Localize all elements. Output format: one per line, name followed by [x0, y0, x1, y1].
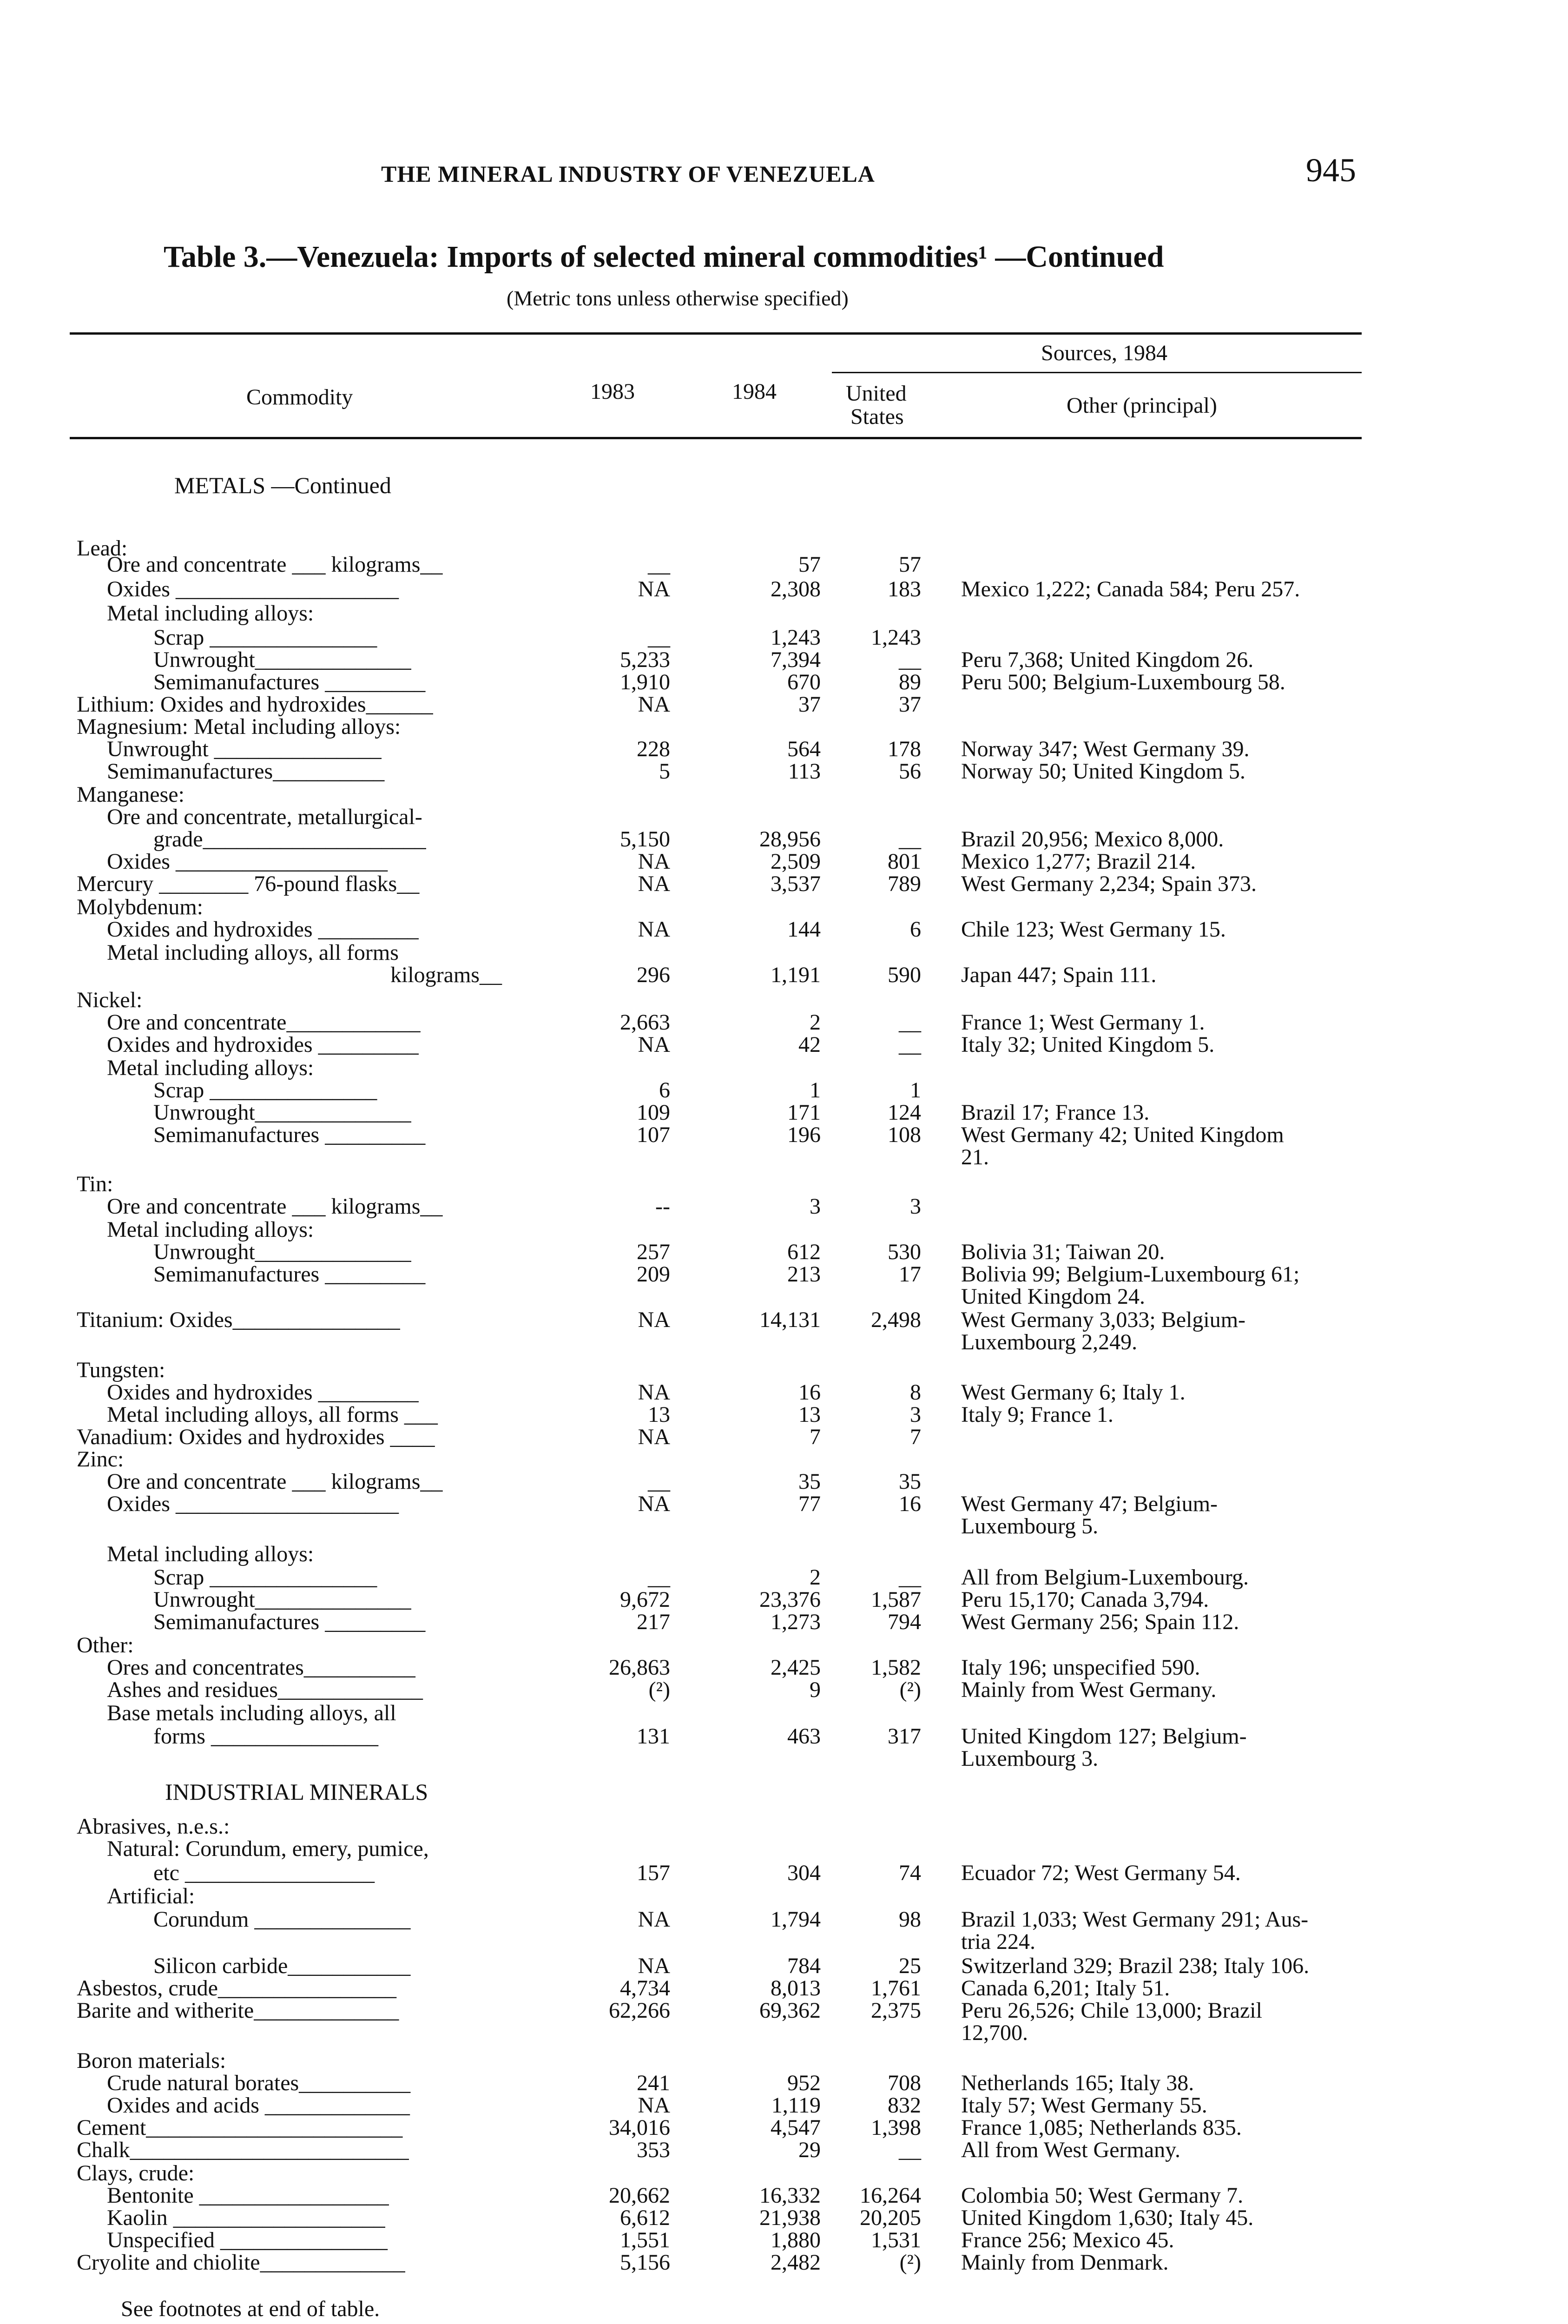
commodity-cell: Base metals including alloys, all: [107, 1701, 396, 1725]
value-1984-cell: 2,509: [771, 849, 821, 874]
value-1983-cell: 241: [637, 2071, 670, 2095]
footnote: See footnotes at end of table.: [121, 2297, 380, 2321]
commodity-cell: Tin:: [77, 1172, 113, 1196]
commodity-cell: Ore and concentrate ___ kilograms__: [107, 1194, 443, 1219]
other-sources-cell: Peru 15,170; Canada 3,794.: [961, 1587, 1209, 1612]
united-states-cell: 98: [899, 1907, 921, 1932]
commodity-cell: Cryolite and chiolite_____________: [77, 2250, 405, 2275]
united-states-cell: 124: [888, 1100, 921, 1125]
value-1983-cell: 9,672: [620, 1587, 670, 1612]
value-1984-cell: 784: [787, 1954, 821, 1978]
value-1984-cell: 113: [788, 759, 821, 784]
commodity-cell: Lithium: Oxides and hydroxides______: [77, 692, 433, 717]
other-sources-cell: Peru 7,368; United Kingdom 26.: [961, 647, 1254, 672]
value-1984-cell: 144: [787, 917, 821, 942]
commodity-cell: Mercury ________ 76-pound flasks__: [77, 872, 420, 896]
commodity-cell: Oxides and hydroxides _________: [107, 1380, 419, 1405]
value-1983-cell: NA: [638, 917, 670, 942]
commodity-cell: Metal including alloys:: [107, 1217, 314, 1242]
value-1983-cell: 26,863: [609, 1655, 670, 1680]
other-sources-cell: Colombia 50; West Germany 7.: [961, 2183, 1244, 2208]
other-sources-cell: West Germany 3,033; Belgium-: [961, 1307, 1246, 1332]
other-sources-cell: West Germany 6; Italy 1.: [961, 1380, 1186, 1405]
commodity-cell: Artificial:: [107, 1884, 195, 1908]
united-states-cell: 832: [888, 2093, 921, 2118]
commodity-cell: Cement_______________________: [77, 2115, 403, 2140]
commodity-cell: Semimanufactures__________: [107, 759, 385, 784]
value-1984-cell: 28,956: [759, 827, 821, 852]
value-1983-cell: 5,156: [620, 2250, 670, 2275]
value-1983-cell: NA: [638, 849, 670, 874]
commodity-cell: Oxides ____________________: [107, 577, 399, 601]
other-sources-cell: West Germany 256; Spain 112.: [961, 1610, 1239, 1634]
value-1983-cell: NA: [638, 577, 670, 601]
united-states-cell: __: [899, 647, 921, 672]
value-1983-cell: 2,663: [620, 1010, 670, 1035]
other-sources-cell: Italy 196; unspecified 590.: [961, 1655, 1200, 1680]
commodity-cell: Ore and concentrate, metallurgical-: [107, 805, 422, 829]
page-number: 945: [1306, 152, 1356, 189]
commodity-cell: Metal including alloys:: [107, 1056, 314, 1080]
commodity-cell: Oxides ___________________: [107, 849, 388, 874]
commodity-cell: Oxides ____________________: [107, 1492, 399, 1516]
running-title: THE MINERAL INDUSTRY OF VENEZUELA: [381, 161, 875, 187]
united-states-cell: 17: [899, 1262, 921, 1287]
united-states-cell: 56: [899, 759, 921, 784]
united-states-cell: 108: [888, 1122, 921, 1147]
other-sources-cell: Mainly from West Germany.: [961, 1677, 1217, 1702]
united-states-cell: 1,243: [871, 625, 921, 650]
value-1984-cell: 2,425: [771, 1655, 821, 1680]
value-1983-cell: 217: [637, 1610, 670, 1634]
value-1983-cell: 228: [637, 737, 670, 761]
value-1983-cell: 1,910: [620, 670, 670, 694]
united-states-cell: 2,498: [871, 1307, 921, 1332]
value-1983-cell: 209: [637, 1262, 670, 1287]
other-sources-cell: Italy 32; United Kingdom 5.: [961, 1032, 1215, 1057]
commodity-cell: Chalk_________________________: [77, 2138, 409, 2162]
other-sources-cell: Luxembourg 2,249.: [961, 1330, 1138, 1354]
commodity-cell: Molybdenum:: [77, 895, 203, 919]
united-states-cell: 57: [899, 552, 921, 577]
value-1984-cell: 1,273: [771, 1610, 821, 1634]
united-states-cell: 789: [888, 872, 921, 896]
commodity-cell: Ore and concentrate ___ kilograms__: [107, 552, 443, 577]
united-states-cell: 74: [899, 1861, 921, 1885]
united-states-cell: 178: [888, 737, 921, 761]
other-sources-cell: France 1,085; Netherlands 835.: [961, 2115, 1242, 2140]
value-1983-cell: 1,551: [620, 2228, 670, 2252]
value-1983-cell: (²): [648, 1677, 670, 1702]
value-1983-cell: 353: [637, 2138, 670, 2162]
value-1983-cell: NA: [638, 872, 670, 896]
commodity-cell: Semimanufactures _________: [153, 670, 426, 694]
value-1984-cell: 3: [810, 1194, 821, 1219]
other-sources-cell: All from Belgium-Luxembourg.: [961, 1565, 1249, 1590]
value-1984-cell: 69,362: [759, 1998, 821, 2023]
commodity-cell: Zinc:: [77, 1447, 124, 1472]
united-states-cell: 317: [888, 1724, 921, 1749]
table-subtitle: (Metric tons unless otherwise specified): [507, 286, 849, 310]
value-1983-cell: --: [655, 1194, 670, 1219]
united-states-cell: 708: [888, 2071, 921, 2095]
commodity-cell: Unwrought______________: [153, 1587, 411, 1612]
united-states-cell: 794: [888, 1610, 921, 1634]
value-1983-cell: 107: [637, 1122, 670, 1147]
other-sources-cell: Italy 9; France 1.: [961, 1402, 1113, 1427]
value-1984-cell: 564: [787, 737, 821, 761]
value-1983-cell: 5: [659, 759, 670, 784]
other-sources-cell: France 1; West Germany 1.: [961, 1010, 1205, 1035]
other-sources-cell: 12,700.: [961, 2020, 1028, 2045]
value-1983-cell: __: [648, 1469, 670, 1494]
other-sources-cell: Brazil 1,033; West Germany 291; Aus-: [961, 1907, 1309, 1932]
value-1983-cell: NA: [638, 1907, 670, 1932]
united-states-cell: 590: [888, 963, 921, 987]
value-1984-cell: 37: [798, 692, 821, 717]
commodity-cell: Metal including alloys, all forms ___: [107, 1402, 438, 1427]
commodity-cell: Asbestos, crude________________: [77, 1976, 396, 2000]
united-states-cell: 2,375: [871, 1998, 921, 2023]
united-states-cell: 35: [899, 1469, 921, 1494]
other-sources-cell: Bolivia 99; Belgium-Luxembourg 61;: [961, 1262, 1300, 1287]
other-sources-cell: Mainly from Denmark.: [961, 2250, 1169, 2275]
value-1984-cell: 57: [798, 552, 821, 577]
united-states-cell: (²): [899, 2250, 921, 2275]
united-states-cell: 1: [910, 1078, 921, 1103]
value-1984-cell: 2,308: [771, 577, 821, 601]
value-1984-cell: 3,537: [771, 872, 821, 896]
united-states-cell: __: [899, 1010, 921, 1035]
united-states-cell: 8: [910, 1380, 921, 1405]
commodity-cell: Unwrought______________: [153, 1240, 411, 1264]
commodity-cell: Unspecified _______________: [107, 2228, 388, 2252]
other-sources-cell: United Kingdom 24.: [961, 1284, 1145, 1309]
value-1983-cell: 34,016: [609, 2115, 670, 2140]
other-sources-cell: Brazil 20,956; Mexico 8,000.: [961, 827, 1224, 852]
value-1984-cell: 213: [787, 1262, 821, 1287]
value-1983-cell: __: [648, 552, 670, 577]
commodity-cell: Unwrought______________: [153, 647, 411, 672]
value-1983-cell: 6,612: [620, 2205, 670, 2230]
value-1984-cell: 670: [787, 670, 821, 694]
commodity-cell: Metal including alloys, all forms: [107, 940, 399, 965]
other-sources-cell: Bolivia 31; Taiwan 20.: [961, 1240, 1165, 1264]
value-1983-cell: 5,233: [620, 647, 670, 672]
value-1984-cell: 1,119: [771, 2093, 821, 2118]
value-1983-cell: 296: [637, 963, 670, 987]
value-1983-cell: 257: [637, 1240, 670, 1264]
value-1984-cell: 196: [787, 1122, 821, 1147]
commodity-cell: Magnesium: Metal including alloys:: [77, 714, 401, 739]
value-1984-cell: 4,547: [771, 2115, 821, 2140]
value-1984-cell: 304: [787, 1861, 821, 1885]
commodity-cell: Metal including alloys:: [107, 1542, 314, 1566]
value-1983-cell: 13: [648, 1402, 670, 1427]
other-sources-cell: Ecuador 72; West Germany 54.: [961, 1861, 1241, 1885]
table-row: [0, 1835, 1568, 1863]
value-1984-cell: 1,880: [771, 2228, 821, 2252]
united-states-cell: __: [899, 1032, 921, 1057]
value-1984-cell: 2: [810, 1565, 821, 1590]
value-1983-cell: NA: [638, 1032, 670, 1057]
commodity-cell: Natural: Corundum, emery, pumice,: [107, 1836, 429, 1861]
table-row: [0, 1745, 1568, 1773]
col-united-states-1: United: [846, 381, 907, 406]
commodity-cell: Manganese:: [77, 782, 184, 807]
united-states-cell: 37: [899, 692, 921, 717]
united-states-cell: 530: [888, 1240, 921, 1264]
value-1984-cell: 42: [798, 1032, 821, 1057]
other-sources-cell: tria 224.: [961, 1929, 1035, 1954]
commodity-cell: Corundum ______________: [153, 1907, 411, 1932]
value-1984-cell: 13: [798, 1402, 821, 1427]
value-1984-cell: 35: [798, 1469, 821, 1494]
united-states-cell: (²): [899, 1677, 921, 1702]
commodity-cell: Scrap _______________: [153, 1565, 377, 1590]
commodity-cell: Semimanufactures _________: [153, 1122, 426, 1147]
commodity-cell: Unwrought______________: [153, 1100, 411, 1125]
value-1984-cell: 2: [810, 1010, 821, 1035]
other-sources-cell: Italy 57; West Germany 55.: [961, 2093, 1207, 2118]
united-states-cell: 16: [899, 1492, 921, 1516]
other-sources-cell: Luxembourg 5.: [961, 1514, 1099, 1538]
value-1984-cell: 1,794: [771, 1907, 821, 1932]
value-1983-cell: NA: [638, 692, 670, 717]
commodity-cell: Unwrought _______________: [107, 737, 382, 761]
value-1984-cell: 612: [787, 1240, 821, 1264]
table-row: [0, 1328, 1568, 1356]
value-1984-cell: 463: [787, 1724, 821, 1749]
united-states-cell: 1,587: [871, 1587, 921, 1612]
commodity-cell: Ore and concentrate____________: [107, 1010, 421, 1035]
commodity-cell: kilograms__: [390, 963, 502, 987]
value-1983-cell: 157: [637, 1861, 670, 1885]
commodity-cell: Metal including alloys:: [107, 601, 314, 626]
united-states-cell: 183: [888, 577, 921, 601]
table-title: Table 3.—Venezuela: Imports of selected mineral commodities¹ —Continued: [164, 240, 1164, 274]
commodity-cell: Scrap _______________: [153, 625, 377, 650]
value-1984-cell: 9: [810, 1677, 821, 1702]
value-1983-cell: NA: [638, 2093, 670, 2118]
value-1984-cell: 16: [798, 1380, 821, 1405]
table-row: [0, 1928, 1568, 1956]
united-states-cell: 1,582: [871, 1655, 921, 1680]
value-1983-cell: NA: [638, 1307, 670, 1332]
value-1984-cell: 23,376: [759, 1587, 821, 1612]
commodity-cell: Semimanufactures _________: [153, 1262, 426, 1287]
commodity-cell: Semimanufactures _________: [153, 1610, 426, 1634]
united-states-cell: 89: [899, 670, 921, 694]
commodity-cell: Ore and concentrate ___ kilograms__: [107, 1469, 443, 1494]
other-sources-cell: Norway 347; West Germany 39.: [961, 737, 1250, 761]
other-sources-cell: Peru 26,526; Chile 13,000; Brazil: [961, 1998, 1262, 2023]
united-states-cell: __: [899, 827, 921, 852]
commodity-cell: Boron materials:: [77, 2048, 226, 2073]
commodity-cell: Scrap _______________: [153, 1078, 377, 1103]
value-1984-cell: 171: [787, 1100, 821, 1125]
value-1984-cell: 7: [810, 1425, 821, 1449]
value-1984-cell: 21,938: [759, 2205, 821, 2230]
value-1983-cell: __: [648, 1565, 670, 1590]
commodity-cell: Abrasives, n.e.s.:: [77, 1814, 230, 1839]
value-1983-cell: NA: [638, 1954, 670, 1978]
other-sources-cell: 21.: [961, 1145, 989, 1169]
commodity-cell: Lead:: [77, 536, 128, 561]
other-sources-cell: Netherlands 165; Italy 38.: [961, 2071, 1194, 2095]
commodity-cell: Silicon carbide___________: [153, 1954, 411, 1978]
table-row: [0, 575, 1568, 603]
value-1984-cell: 77: [798, 1492, 821, 1516]
col-1983: 1983: [590, 379, 635, 404]
value-1983-cell: 20,662: [609, 2183, 670, 2208]
value-1984-cell: 7,394: [771, 647, 821, 672]
section-metals: METALS —Continued: [174, 472, 391, 498]
value-1984-cell: 8,013: [771, 1976, 821, 2000]
united-states-cell: 1,531: [871, 2228, 921, 2252]
united-states-cell: 1,398: [871, 2115, 921, 2140]
commodity-cell: Kaolin ___________________: [107, 2205, 385, 2230]
value-1983-cell: __: [648, 625, 670, 650]
other-sources-cell: Norway 50; United Kingdom 5.: [961, 759, 1245, 784]
value-1983-cell: 131: [637, 1724, 670, 1749]
other-sources-cell: France 256; Mexico 45.: [961, 2228, 1174, 2252]
commodity-cell: Oxides and acids _____________: [107, 2093, 410, 2118]
commodity-cell: Nickel:: [77, 988, 143, 1012]
value-1983-cell: NA: [638, 1492, 670, 1516]
other-sources-cell: United Kingdom 127; Belgium-: [961, 1724, 1247, 1749]
other-sources-cell: Brazil 17; France 13.: [961, 1100, 1150, 1125]
other-sources-cell: All from West Germany.: [961, 2138, 1181, 2162]
commodity-cell: Clays, crude:: [77, 2161, 195, 2185]
value-1984-cell: 1: [810, 1078, 821, 1103]
value-1983-cell: NA: [638, 1380, 670, 1405]
table-row: [0, 2019, 1568, 2047]
value-1983-cell: 62,266: [609, 1998, 670, 2023]
table-row: [0, 2249, 1568, 2277]
value-1984-cell: 1,191: [771, 963, 821, 987]
value-1983-cell: NA: [638, 1425, 670, 1449]
value-1984-cell: 2,482: [771, 2250, 821, 2275]
united-states-cell: __: [899, 1565, 921, 1590]
united-states-cell: 16,264: [860, 2183, 921, 2208]
commodity-cell: Crude natural borates__________: [107, 2071, 411, 2095]
other-sources-cell: Mexico 1,222; Canada 584; Peru 257.: [961, 577, 1300, 601]
commodity-cell: Tungsten:: [77, 1358, 165, 1382]
top-rule: [70, 332, 1362, 335]
commodity-cell: Oxides and hydroxides _________: [107, 1032, 419, 1057]
united-states-cell: 3: [910, 1402, 921, 1427]
other-sources-cell: West Germany 42; United Kingdom: [961, 1122, 1284, 1147]
col-commodity: Commodity: [246, 385, 353, 409]
united-states-cell: 801: [888, 849, 921, 874]
united-states-cell: 6: [910, 917, 921, 942]
col-sources: Sources, 1984: [1041, 341, 1167, 365]
value-1983-cell: 6: [659, 1078, 670, 1103]
united-states-cell: 3: [910, 1194, 921, 1219]
other-sources-cell: Canada 6,201; Italy 51.: [961, 1976, 1170, 2000]
value-1984-cell: 14,131: [759, 1307, 821, 1332]
other-sources-cell: Luxembourg 3.: [961, 1746, 1099, 1771]
commodity-cell: Ores and concentrates__________: [107, 1655, 415, 1680]
commodity-cell: Titanium: Oxides_______________: [77, 1307, 400, 1332]
value-1984-cell: 1,243: [771, 625, 821, 650]
table-row: [0, 961, 1568, 989]
section-industrial-minerals: INDUSTRIAL MINERALS: [165, 1779, 428, 1805]
col-1984: 1984: [732, 379, 777, 404]
sources-rule: [832, 372, 1362, 373]
table-row: [0, 1512, 1568, 1540]
table-row: [0, 600, 1568, 627]
other-sources-cell: West Germany 2,234; Spain 373.: [961, 872, 1257, 896]
col-united-states-2: States: [850, 404, 904, 429]
value-1984-cell: 16,332: [759, 2183, 821, 2208]
other-sources-cell: Peru 500; Belgium-Luxembourg 58.: [961, 670, 1285, 694]
table-row: [0, 1143, 1568, 1171]
other-sources-cell: Switzerland 329; Brazil 238; Italy 106.: [961, 1954, 1310, 1978]
commodity-cell: forms _______________: [153, 1724, 378, 1749]
other-sources-cell: Japan 447; Spain 111.: [961, 963, 1157, 987]
commodity-cell: Other:: [77, 1633, 134, 1657]
united-states-cell: 20,205: [860, 2205, 921, 2230]
value-1983-cell: 5,150: [620, 827, 670, 852]
united-states-cell: 1,761: [871, 1976, 921, 2000]
united-states-cell: 7: [910, 1425, 921, 1449]
commodity-cell: Vanadium: Oxides and hydroxides ____: [77, 1425, 435, 1449]
table-row: [0, 551, 1568, 579]
commodity-cell: grade____________________: [153, 827, 426, 852]
header-bottom-rule: [70, 437, 1362, 439]
other-sources-cell: United Kingdom 1,630; Italy 45.: [961, 2205, 1254, 2230]
other-sources-cell: Mexico 1,277; Brazil 214.: [961, 849, 1196, 874]
commodity-cell: Barite and witherite_____________: [77, 1998, 399, 2023]
commodity-cell: etc _________________: [153, 1861, 375, 1885]
value-1983-cell: 4,734: [620, 1976, 670, 2000]
commodity-cell: Oxides and hydroxides _________: [107, 917, 419, 942]
united-states-cell: __: [899, 2138, 921, 2162]
value-1983-cell: 109: [637, 1100, 670, 1125]
commodity-cell: Bentonite _________________: [107, 2183, 389, 2208]
value-1984-cell: 29: [798, 2138, 821, 2162]
commodity-cell: Ashes and residues_____________: [107, 1677, 423, 1702]
other-sources-cell: Chile 123; West Germany 15.: [961, 917, 1226, 942]
united-states-cell: 25: [899, 1954, 921, 1978]
other-sources-cell: West Germany 47; Belgium-: [961, 1492, 1218, 1516]
col-other-principal: Other (principal): [1067, 393, 1217, 418]
value-1984-cell: 952: [787, 2071, 821, 2095]
